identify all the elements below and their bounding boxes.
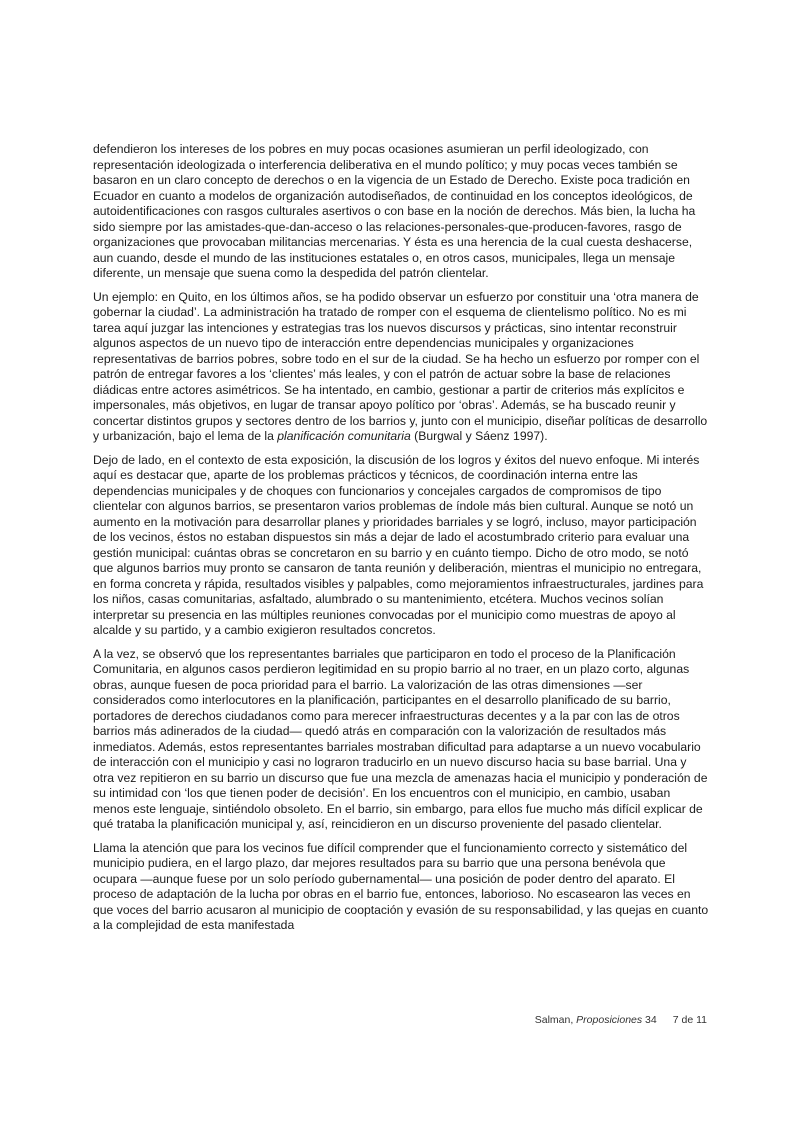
body-text (93, 142, 710, 942)
paragraph-2-italic-term: planificación comunitaria (277, 429, 411, 443)
page-number: 7 de 11 (672, 1014, 707, 1026)
footer-citation (535, 1014, 657, 1026)
paragraph-2-citation: (Burgwal y Sáenz 1997). (410, 429, 548, 443)
paragraph-1: defendieron los intereses de los pobres en muy pocas ocasiones asumieran un perfil ideologizado, con representación ideologizada o interferencia deliberativa en el mundo político; y muy pocas veces también se basaron en un claro concepto de derechos o en la vigencia de un Estado de Derecho. Existe poca tradición en Ecuador en cuanto a modelos de organización autodiseñados, de continuidad en los conceptos ideológicos, de autoidentificaciones con rasgos culturales asertivos o con base en la noción de derechos. Más bien, la lucha ha sido siempre por las amistades-que-dan-acceso o las relaciones-personales-que-producen-favores, rasgo de organizaciones que provocaban militancias mercenarias. Y ésta es una herencia de la cual cuesta deshacerse, aun cuando, desde el mundo de las instituciones estatales o, en otros casos, municipales, llega un mensaje diferente, un mensaje que suena como la despedida del patrón clientelar. (93, 142, 696, 280)
paragraph-2-text: Un ejemplo: en Quito, en los últimos años, se ha podido observar un esfuerzo por constituir una ‘otra manera de gobernar la ciudad’. La administración ha tratado de romper con el esquema de clientelismo político. No es mi tarea aquí juzgar las intenciones y estrategias tras los nuevos discursos y prácticas, sino intentar reconstruir algunos aspectos de un nuevo tipo de interacción entre dependencias municipales y organizaciones representativas de barrios pobres, sobre todo en el sur de la ciudad. Se ha hecho un esfuerzo por romper con el patrón de entregar favores a los ‘clientes’ más leales, y con el patrón de actuar sobre la base de relaciones diádicas entre actores asimétricos. Se ha intentado, en cambio, gestionar a partir de criterios más explícitos e impersonales, más objetivos, en lugar de transar apoyo político por ‘obras’. Además, se ha buscado reunir y concertar distintos grupos y sectores dentro de los barrios y, junto con el municipio, diseñar políticas de desarrollo y urbanización, bajo el lema de la (93, 289, 708, 443)
footer-issue: 34 (642, 1014, 657, 1026)
paragraph-4: A la vez, se observó que los representantes barriales que participaron en todo el proceso de la Planificación Comunitaria, en algunos casos perdieron legitimidad en su propio barrio al no traer, en un plazo corto, algunas obras, aunque fuesen de poca prioridad para el barrio. La valorización de las otras dimensiones —ser considerados como interlocutores en la planificación, participantes en el desarrollo planificado de su barrio, portadores de derechos ciudadanos como para merecer infraestructuras decentes y a la par con las de otros barrios más adinerados de la ciudad— quedó atrás en comparación con la valorización de resultados más inmediatos. Además, estos representantes barriales mostraban dificultad para adaptarse a un nuevo vocabulario de interacción con el municipio y casi no lograron traducirlo en un nuevo discurso hacia su base barrial. Una y otra vez repitieron en su barrio un discurso que fue una mezcla de amenazas hacia el municipio y ponderación de su intimidad con ‘los que tienen poder de decisión’. En los encuentros con el municipio, en cambio, usaban menos este lenguaje, sintiéndolo obsoleto. En el barrio, sin embargo, para ellos fue mucho más difícil explicar de qué trataba la planificación municipal y, así, reincidieron en un discurso proveniente del pasado clientelar. (93, 646, 708, 831)
paragraph-5: Llama la atención que para los vecinos fue difícil comprender que el funcionamiento correcto y sistemático del municipio pudiera, en el largo plazo, dar mejores resultados para su barrio que una persona benévola que ocupara —aunque fuese por un solo período gubernamental— una posición de poder dentro del aparato. El proceso de adaptación de la lucha por obras en el barrio fue, entonces, laborioso. No escasearon las veces en que voces del barrio acusaron al municipio de cooptación y evasión de su responsabilidad, y las quejas en cuanto a la complejidad de esta manifestada (93, 840, 709, 932)
paragraph-3: Dejo de lado, en el contexto de esta exposición, la discusión de los logros y éxitos del nuevo enfoque. Mi interés aquí es destacar que, aparte de los problemas prácticos y técnicos, de coordinación interna entre las dependencias municipales y de choques con funcionarios y concejales cargados de compromisos de tipo clientelar con algunos barrios, se presentaron varios problemas de índole más bien cultural. Aunque se notó un aumento en la motivación para desarrollar planes y prioridades barriales y se logró, incluso, mayor participación de los vecinos, éstos no estaban dispuestos sin más a dejar de lado el acostumbrado criterio para evaluar una gestión municipal: cuántas obras se concretaron en su barrio y en cuánto tiempo. Dicho de otro modo, se notó que algunos barrios muy pronto se cansaron de tanta reunión y deliberación, mientras el municipio no entregara, en forma concreta y rápida, resultados visibles y palpables, como mejoramientos infraestructurales, jardines para los niños, casas comunitarias, asfaltado, alumbrado o su mantenimiento, etcétera. Muchos vecinos solían interpretar su presencia en las múltiples reuniones convocadas por el municipio como muestras de apoyo al alcalde y su partido, y a cambio exigieron resultados concretos. (93, 452, 704, 637)
footer-journal: Proposiciones (576, 1014, 643, 1026)
paragraph-2 (93, 290, 710, 445)
footer-author: Salman, (534, 1014, 577, 1026)
page-footer (535, 1014, 707, 1026)
